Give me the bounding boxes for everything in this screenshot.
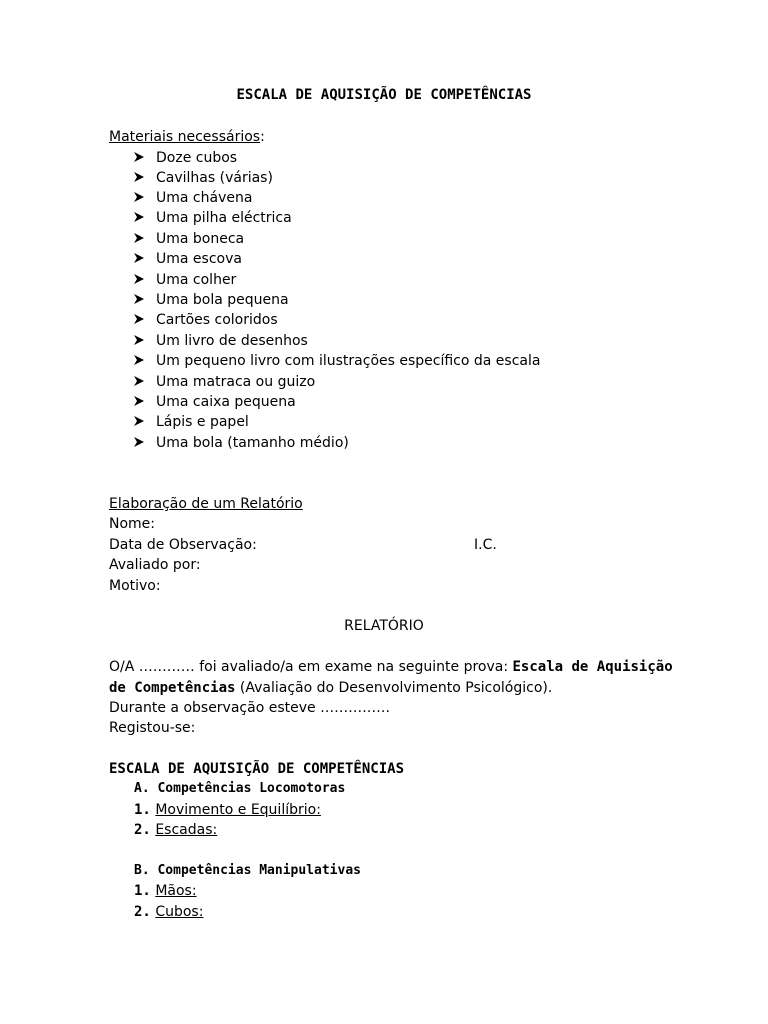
- arrow-bullet-icon: [134, 148, 144, 168]
- observation-date-label: Data de Observação:: [109, 537, 257, 553]
- material-item: Doze cubos: [156, 150, 238, 166]
- arrow-bullet-icon: [134, 249, 144, 269]
- material-item: Uma chávena: [156, 190, 253, 206]
- material-item: Cartões coloridos: [156, 312, 278, 328]
- test-name-bold: Escala de Aquisição: [512, 659, 673, 675]
- arrow-bullet-icon: [134, 229, 144, 249]
- material-item: Lápis e papel: [156, 414, 249, 430]
- evaluated-by-label: Avaliado por:: [109, 557, 201, 573]
- registered-line: Registou-se:: [109, 720, 196, 736]
- material-item: Um livro de desenhos: [156, 333, 308, 349]
- item-text: Movimento e Equilíbrio:: [155, 802, 321, 818]
- item-text: Mãos:: [155, 883, 197, 899]
- test-name-bold: de Competências: [109, 680, 236, 696]
- material-item: Uma matraca ou guizo: [156, 374, 316, 390]
- report-paragraph-line-1: [109, 657, 673, 677]
- document-title: ESCALA DE AQUISIÇÃO DE COMPETÊNCIAS: [236, 87, 532, 103]
- arrow-bullet-icon: [134, 412, 144, 432]
- item-number: 1.: [134, 802, 151, 818]
- section-b-item: [134, 881, 197, 901]
- arrow-bullet-icon: [134, 310, 144, 330]
- arrow-bullet-icon: [134, 208, 144, 228]
- arrow-bullet-icon: [134, 168, 144, 188]
- material-item: Uma boneca: [156, 231, 245, 247]
- reason-label: Motivo:: [109, 578, 161, 594]
- section-b-item: [134, 902, 203, 922]
- section-b-heading: B. Competências Manipulativas: [134, 863, 361, 878]
- item-number: 2.: [134, 904, 151, 920]
- name-field-label: Nome:: [109, 516, 156, 532]
- item-number: 1.: [134, 883, 151, 899]
- arrow-bullet-icon: [134, 290, 144, 310]
- arrow-bullet-icon: [134, 331, 144, 351]
- scale-heading: ESCALA DE AQUISIÇÃO DE COMPETÊNCIAS: [109, 761, 405, 777]
- observation-line: Durante a observação esteve ……………: [109, 700, 391, 716]
- material-item: Um pequeno livro com ilustrações específico da escala: [156, 353, 541, 369]
- item-number: 2.: [134, 822, 151, 838]
- material-item: Cavilhas (várias): [156, 170, 273, 186]
- section-a-item: [134, 820, 217, 840]
- section-a-item: [134, 800, 321, 820]
- report-heading: RELATÓRIO: [344, 618, 424, 634]
- arrow-bullet-icon: [134, 372, 144, 392]
- material-item: Uma escova: [156, 251, 242, 267]
- materials-heading-text: Materiais necessários: [109, 129, 261, 145]
- arrow-bullet-icon: [134, 392, 144, 412]
- item-text: Escadas:: [155, 822, 218, 838]
- report-paragraph-line-2: [109, 678, 552, 698]
- material-item: Uma bola pequena: [156, 292, 289, 308]
- arrow-bullet-icon: [134, 188, 144, 208]
- arrow-bullet-icon: [134, 270, 144, 290]
- material-item: Uma caixa pequena: [156, 394, 296, 410]
- item-text: Cubos:: [155, 904, 204, 920]
- section-a-heading: A. Competências Locomotoras: [134, 781, 346, 796]
- material-item: Uma pilha eléctrica: [156, 210, 292, 226]
- report-text: O/A ………… foi avaliado/a em exame na seguinte prova:: [109, 659, 513, 675]
- report-form-heading: Elaboração de um Relatório: [109, 496, 303, 512]
- report-text: (Avaliação do Desenvolvimento Psicológico).: [235, 680, 553, 696]
- arrow-bullet-icon: [134, 433, 144, 453]
- ic-label: I.C.: [474, 537, 497, 553]
- materials-heading: [109, 127, 265, 147]
- materials-heading-colon: :: [260, 129, 265, 145]
- arrow-bullet-icon: [134, 351, 144, 371]
- material-item: Uma colher: [156, 272, 237, 288]
- material-item: Uma bola (tamanho médio): [156, 435, 349, 451]
